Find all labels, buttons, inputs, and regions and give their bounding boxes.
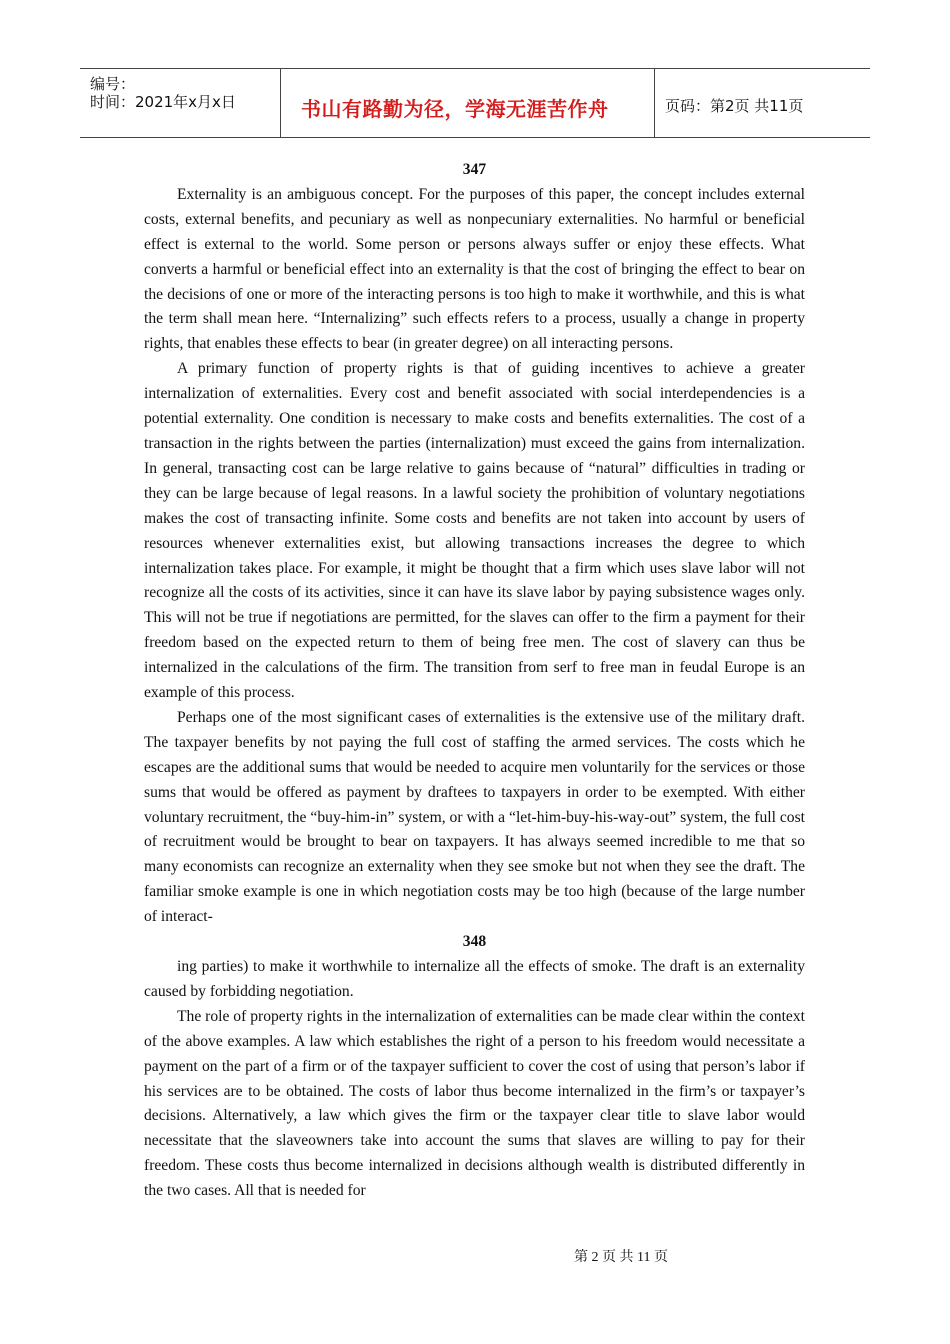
paragraph-1: Externality is an ambiguous concept. For the purposes of this paper, the concept includes external costs, external benefits, and pecuniary as well as nonpecuniary externalities. No harmful or beneficial effect is external to the world. Some person or persons always suffer or enjoy these effects. What converts a harmful or beneficial effect into an externality is that the cost of bringing the effect to bear on the decisions of one or more of the interacting persons is too high to make it worthwhile, and this is what the term shall mean here. “Internalizing” such effects refers to a process, usually a change in property rights, that enables these effects to bear (in greater degree) on all interacting persons. xyxy=(144,185,805,353)
paragraph-4: ing parties) to make it worthwhile to internalize all the effects of smoke. The draft is an externality caused by forbidding negotiation. xyxy=(144,958,805,1000)
header-table xyxy=(80,68,870,138)
paragraph-2: A primary function of property rights is that of guiding incentives to achieve a greater internalization of externalities. Every cost and benefit associated with social interdependencies is a potential externality. One condition is necessary to make costs and benefits externalities. The cost of a transaction in the rights between the parties (internalization) must exceed the gains from internalization. In general, transacting cost can be large relative to gains because of “natural” difficulties in trading or they can be large because of legal reasons. In a lawful society the prohibition of voluntary negotiations makes the cost of transacting infinite. Some costs and benefits are not taken into account by users of resources whenever externalities exist, but allowing transactions increases the degree to which internalization takes place. For example, it might be thought that a firm which uses slave labor will not recognize all the costs of its activities, since it can have its slave labor by paying subsistence wages only. This will not be true if negotiations are permitted, for the slaves can offer to the firm a payment for their freedom based on the expected return to them of being free men. The cost of slavery can thus be internalized in the calculations of the firm. The transition from serf to free man in feudal Europe is an example of this process. xyxy=(144,360,805,702)
serial-label: 编号： xyxy=(90,75,136,93)
date-label: 时间：2021年x月x日 xyxy=(90,93,236,111)
document-body xyxy=(144,158,805,1204)
page-number-347: 347 xyxy=(462,161,487,178)
motto: 书山有路勤为径，学海无涯苦作舟 xyxy=(301,97,609,121)
header-page-cell xyxy=(655,69,870,137)
page-code: 页码：第2页 共11页 xyxy=(665,97,804,115)
footer-page-text: 第 2 页 共 11 页 xyxy=(574,1250,668,1265)
header-info-cell xyxy=(80,69,281,137)
footer xyxy=(0,1246,950,1266)
paragraph-3: Perhaps one of the most significant cases of externalities is the extensive use of the military draft. The taxpayer benefits by not paying the full cost of staffing the armed services. The costs which he escapes are the additional sums that would be needed to acquire men voluntarily for the services or those sums that would be offered as payment by draftees to taxpayers in order to be exempted. With either voluntary recruitment, the “buy-him-in” system, or with a “let-him-buy-his-way-out” system, the full cost of recruitment would be brought to bear on taxpayers. It has always seemed incredible to me that so many economists can recognize an externality when they see smoke but not when they see the draft. The familiar smoke example is one in which negotiation costs may be too high (because of the large number of interact- xyxy=(144,708,805,926)
page-number-348: 348 xyxy=(462,933,487,951)
paragraph-5: The role of property rights in the internalization of externalities can be made clear within the context of the above examples. A law which establishes the right of a person to his freedom would necessitate a payment on the part of a firm or of the taxpayer sufficient to cover the cost of using that person’s labor if his services are to be obtained. The costs of labor thus become internalized in the firm’s or taxpayer’s decisions. Alternatively, a law which gives the firm or the taxpayer clear title to slave labor would necessitate that the slaveowners take into account the sums that slaves are willing to pay for their freedom. These costs thus become internalized in decisions although wealth is distributed differently in the two cases. All that is needed for xyxy=(144,1007,805,1200)
header-motto-cell xyxy=(281,69,655,137)
